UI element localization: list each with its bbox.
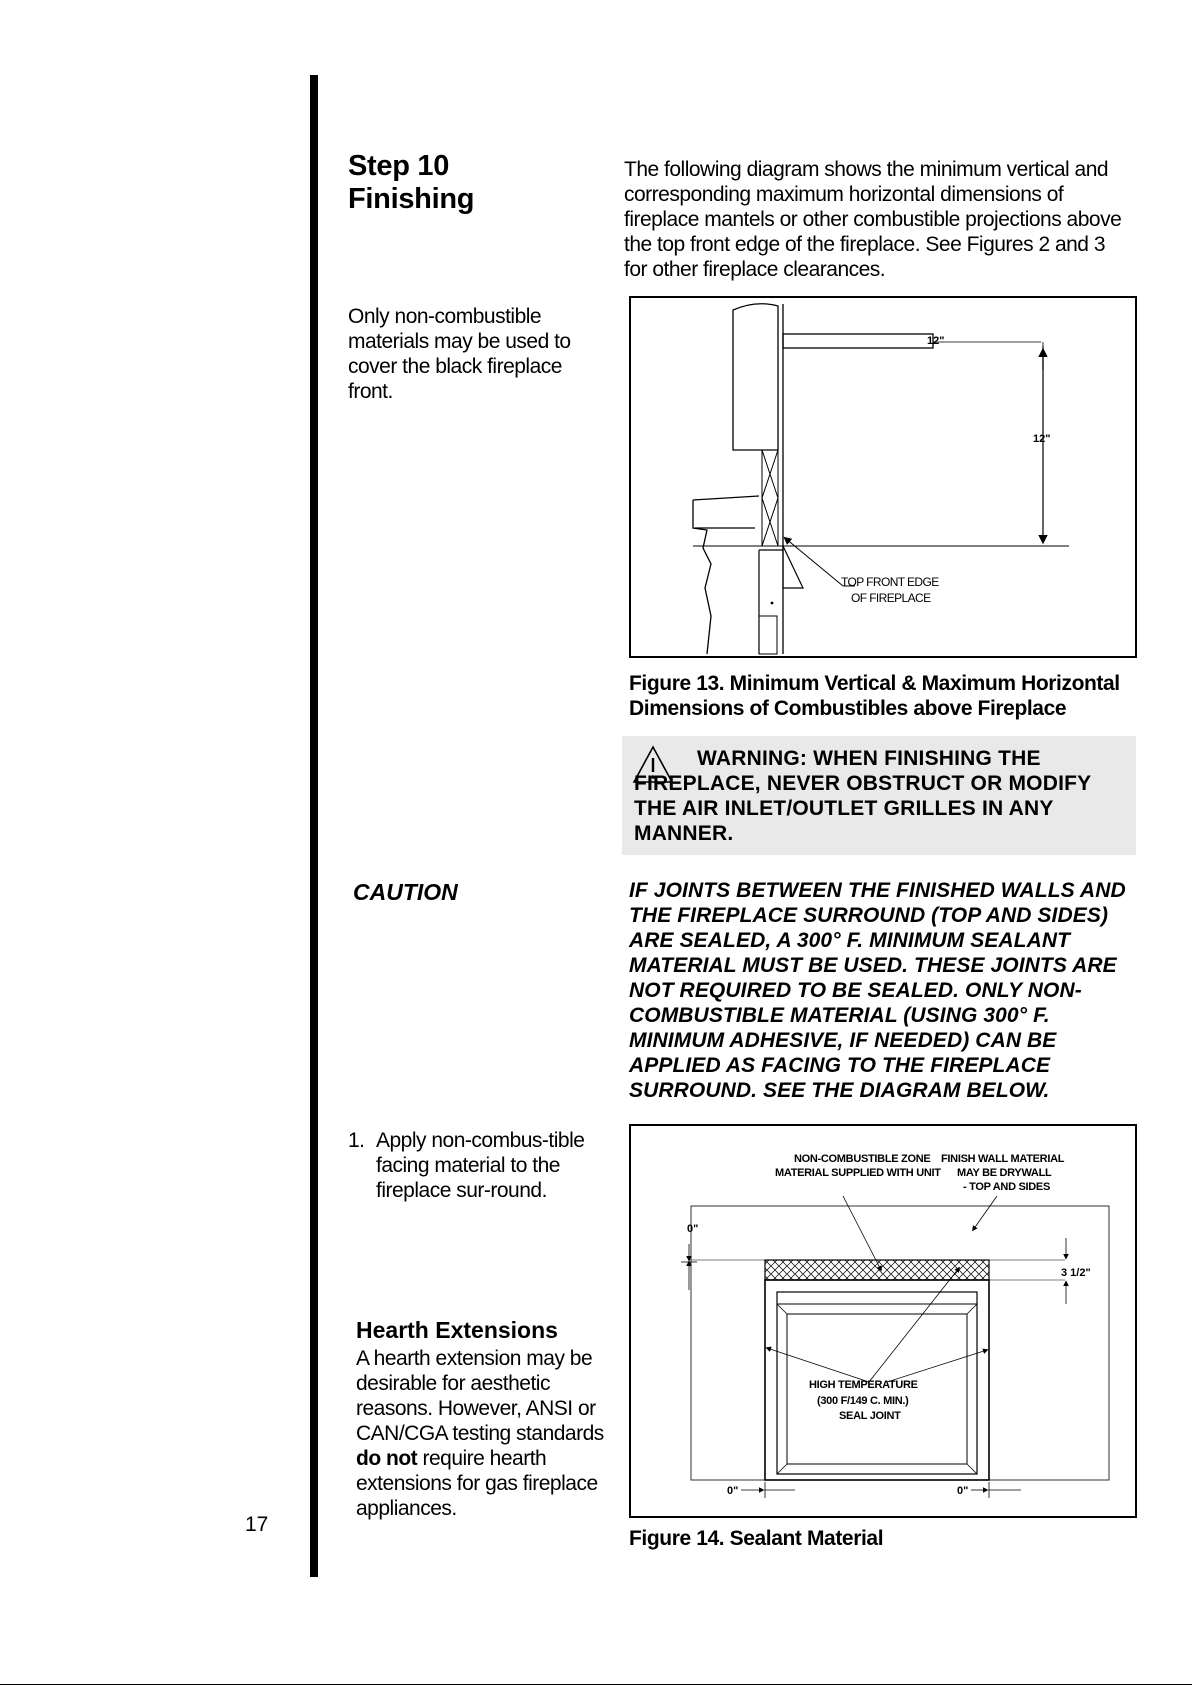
step-heading: [348, 150, 474, 216]
figure-13-diagram: [629, 296, 1137, 658]
fig14-top-gap-label: 0": [687, 1223, 699, 1235]
fig13-edge-label-2: OF FIREPLACE: [851, 591, 931, 605]
fig14-seal-label-3: SEAL JOINT: [839, 1410, 901, 1422]
caution-label: CAUTION: [353, 879, 458, 905]
fig13-edge-label-1: TOP FRONT EDGE: [841, 575, 939, 589]
figure-13-drawing: [631, 298, 1135, 656]
page-number: 17: [245, 1513, 269, 1536]
hearth-paragraph: [356, 1346, 606, 1521]
left-note: Only non-combustible materials may be used to cover the black fireplace front.: [348, 305, 571, 403]
hearth-text-end: require hearth extensions for gas fireplace appliances.: [356, 1447, 598, 1520]
fig14-zone-label-1: NON-COMBUSTIBLE ZONE: [794, 1153, 931, 1165]
fig14-seal-label-1: HIGH TEMPERATURE: [809, 1379, 918, 1391]
step-number: Step 10: [348, 150, 450, 182]
fig14-bottom-left-gap: 0": [727, 1485, 739, 1497]
step-1-number: 1.: [348, 1129, 365, 1152]
warning-text: WARNING: WHEN FINISHING THE FIREPLACE, NEVER OBSTRUCT OR MODIFY THE AIR INLET/OUTLET GRILLES IN ANY MANNER.: [634, 747, 1091, 845]
fig14-wall-label-2: MAY BE DRYWALL: [957, 1167, 1052, 1179]
fig13-horizontal-label: 12": [927, 335, 945, 347]
hearth-text-start: A hearth extension may be desirable for aesthetic reasons. However, ANSI or CAN/CGA testing standards: [356, 1347, 604, 1445]
step-name: Finishing: [348, 183, 475, 215]
fig14-height-label: 3 1/2": [1061, 1267, 1091, 1279]
figure-13-caption: Figure 13. Minimum Vertical & Maximum Horizontal Dimensions of Combustibles above Fireplace: [629, 672, 1120, 720]
fig14-bottom-right-gap: 0": [957, 1485, 969, 1497]
caution-text: IF JOINTS BETWEEN THE FINISHED WALLS AND THE FIREPLACE SURROUND (TOP AND SIDES) ARE SEALED, A 300° F. MINIMUM SEALANT MATERIAL MUST BE USED. THESE JOINTS ARE NOT REQUIRED TO BE SEALED. ONLY NON-COMBUSTIBLE MATERIAL (USING 300° F. MINIMUM ADHESIVE, IF NEEDED) CAN BE APPLIED AS FACING TO THE FIREPLACE SURROUND. SEE THE DIAGRAM BELOW.: [629, 879, 1126, 1102]
fig14-wall-label-1: FINISH WALL MATERIAL: [941, 1153, 1065, 1165]
left-margin-rule: [310, 75, 318, 1577]
intro-paragraph: The following diagram shows the minimum vertical and corresponding maximum horizontal dimensions of fireplace mantels or other combustible projections above the top front edge of the fireplace. See Figures 2 and 3 for other fireplace clearances.: [624, 158, 1122, 281]
fig13-vertical-label: 12": [1033, 433, 1051, 445]
figure-14-diagram: [629, 1124, 1137, 1518]
fig14-wall-label-3: - TOP AND SIDES: [963, 1181, 1050, 1193]
step-1-text: Apply non-combus-tible facing material to the fireplace sur-round.: [376, 1129, 585, 1202]
fig14-zone-label-2: MATERIAL SUPPLIED WITH UNIT: [775, 1167, 941, 1179]
figure-14-caption: Figure 14. Sealant Material: [629, 1527, 884, 1550]
figure-14-drawing: [631, 1126, 1135, 1516]
hearth-heading: Hearth Extensions: [356, 1317, 558, 1343]
step-1-item: [348, 1128, 598, 1203]
fig14-seal-label-2: (300 F/149 C. MIN.): [817, 1395, 909, 1407]
hearth-text-emphasis: do not: [356, 1447, 418, 1470]
